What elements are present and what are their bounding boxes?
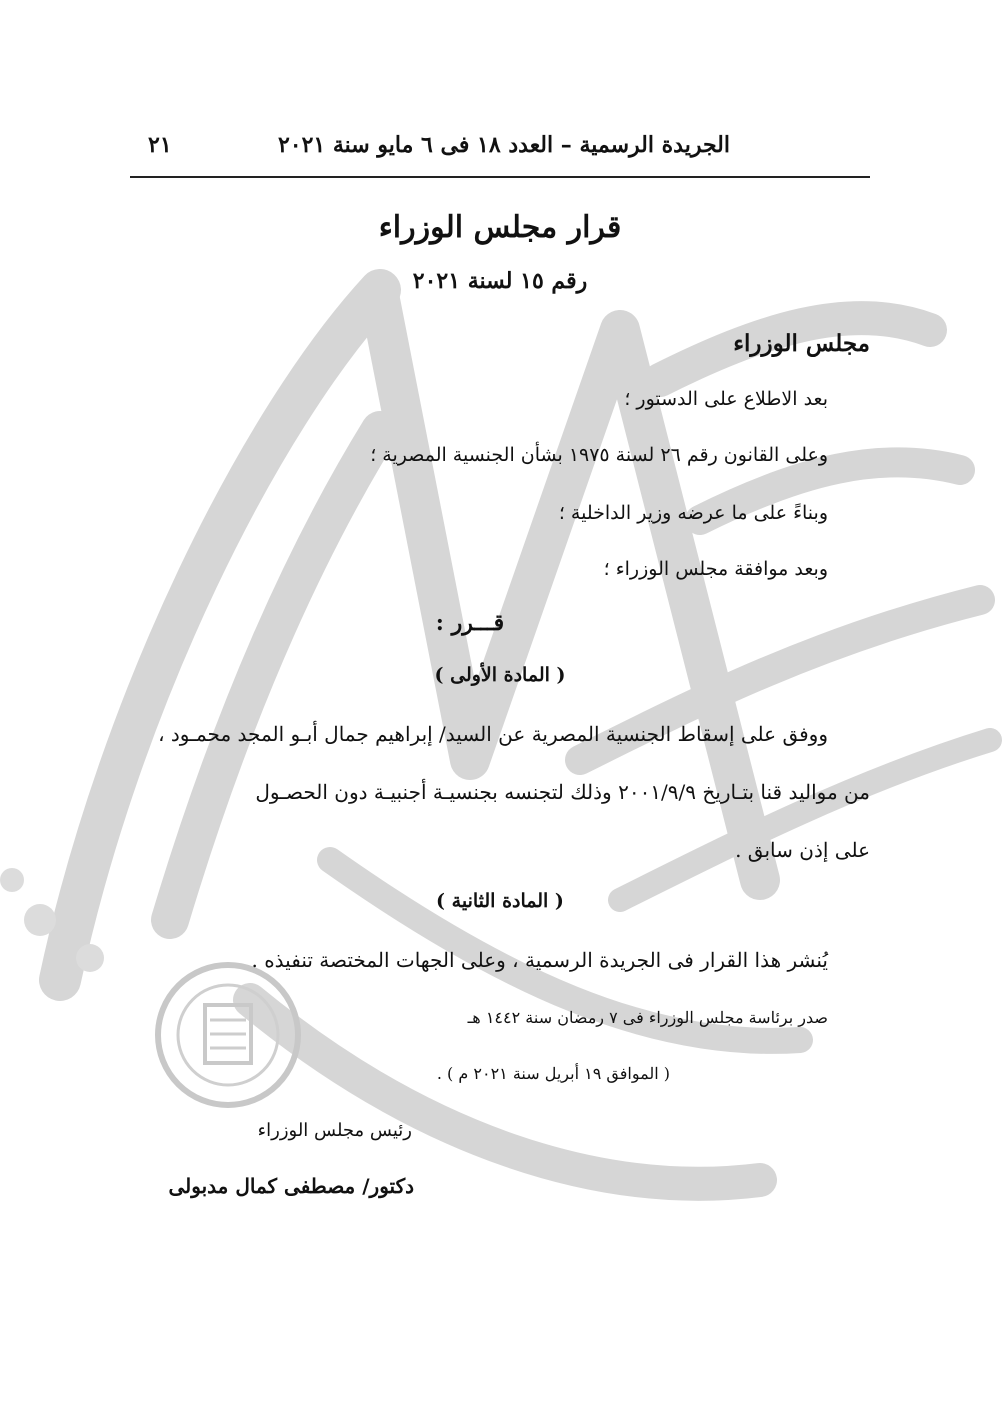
article-1-heading: ( المادة الأولى )	[434, 664, 566, 686]
preamble-line: وبناءً على ما عرضه وزير الداخلية ؛	[558, 502, 828, 524]
decree-title: قرار مجلس الوزراء	[378, 210, 622, 245]
preamble-line: وعلى القانون رقم ٢٦ لسنة ١٩٧٥ بشأن الجنسية المصرية ؛	[370, 444, 828, 466]
article-1-line: من مواليد قنا بتـاريخ ٢٠٠١/٩/٩ وذلك لتجنسه بجنسيـة أجنبيـة دون الحصـول	[255, 780, 870, 804]
issued-hijri: صدر برئاسة مجلس الوزراء فى ٧ رمضان سنة ١٤٤٢ هـ	[467, 1008, 828, 1027]
council-name: مجلس الوزراء	[733, 330, 870, 357]
article-1-line: على إذن سابق .	[735, 838, 870, 862]
signature-name: دكتور/ مصطفى كمال مدبولى	[168, 1174, 414, 1198]
gazette-header	[130, 128, 870, 178]
signature-title: رئيس مجلس الوزراء	[257, 1120, 412, 1141]
preamble-line: وبعد موافقة مجلس الوزراء ؛	[603, 558, 828, 580]
official-seal-icon	[158, 965, 298, 1105]
gazette-header-title: الجريدة الرسمية – العدد ١٨ فى ٦ مايو سنة ٢٠٢١	[277, 132, 730, 158]
decree-number: رقم ١٥ لسنة ٢٠٢١	[412, 268, 588, 294]
article-2-heading: ( المادة الثانية )	[436, 890, 564, 912]
decided-heading: قـــرر :	[435, 610, 505, 636]
issued-gregorian: ( الموافق ١٩ أبريل سنة ٢٠٢١ م ) .	[436, 1064, 670, 1083]
page-number: ٢١	[148, 132, 172, 158]
article-2-text: يُنشر هذا القرار فى الجريدة الرسمية ، وعلى الجهات المختصة تنفيذه .	[251, 948, 828, 972]
article-1-line: ووفق على إسقاط الجنسية المصرية عن السيد/ إبراهيم جمال أبـو المجد محمـود ،	[158, 722, 828, 746]
preamble-line: بعد الاطلاع على الدستور ؛	[624, 388, 828, 410]
